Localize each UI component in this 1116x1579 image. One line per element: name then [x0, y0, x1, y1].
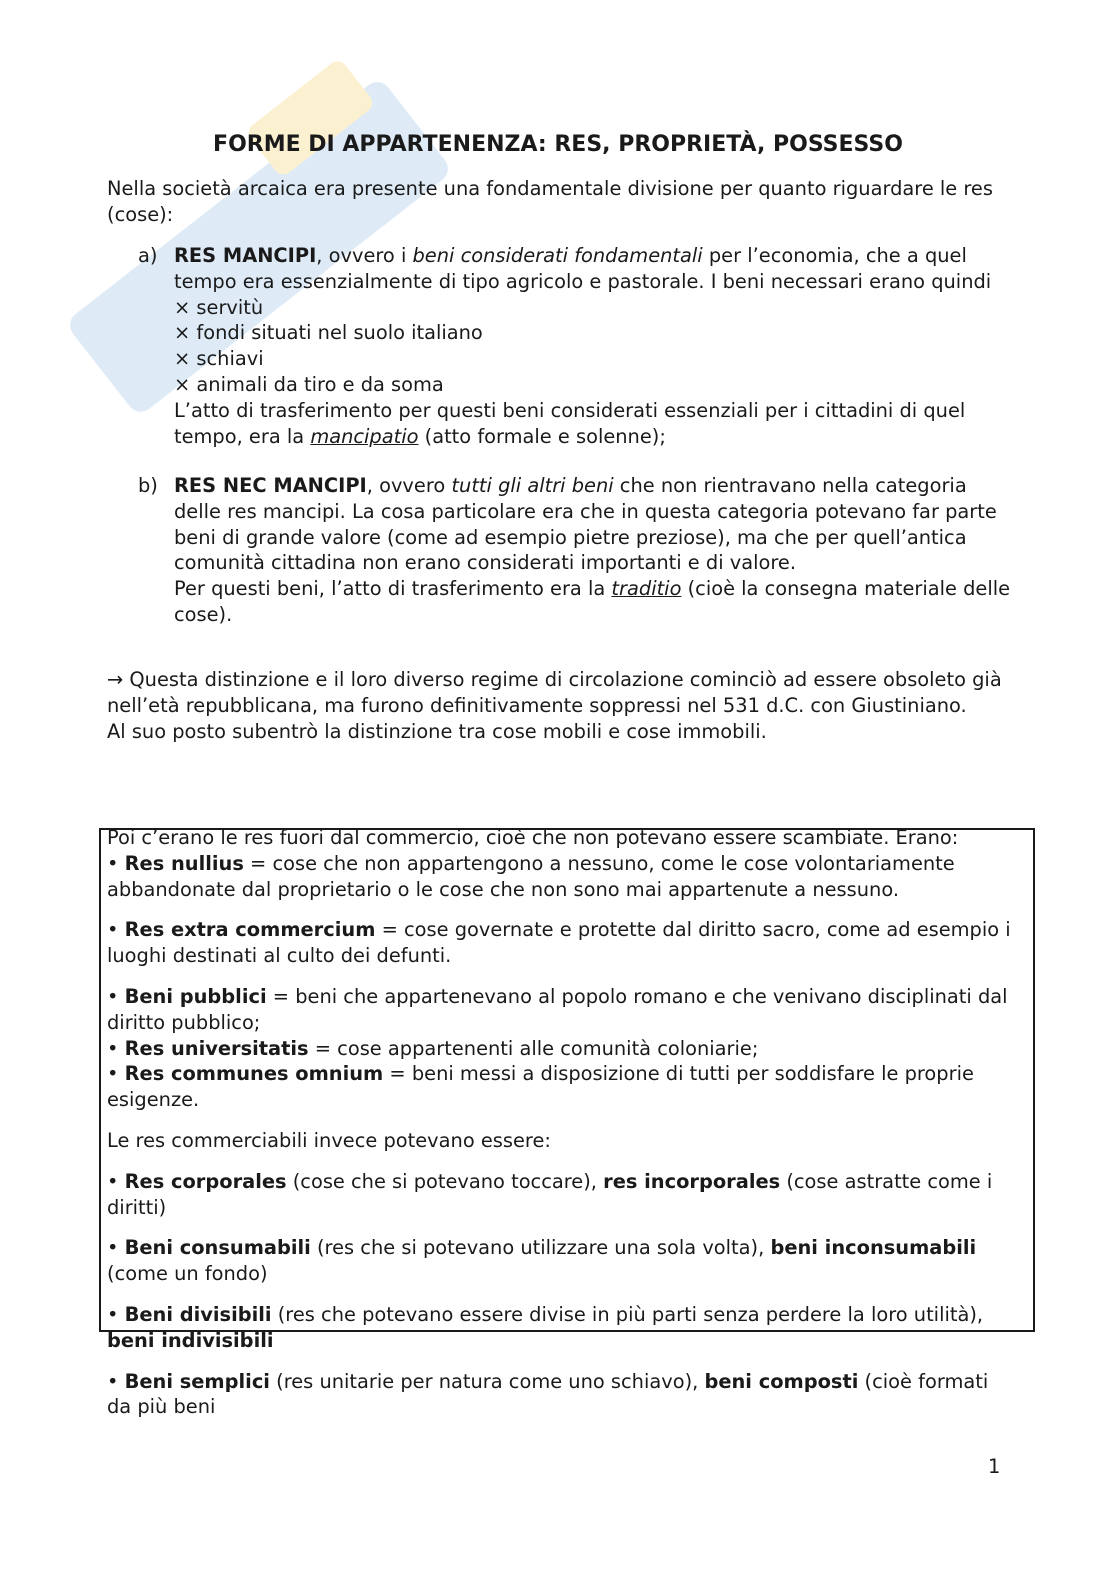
res-nec-mancipi-transfer: Per questi beni, l’atto di trasferimento era la traditio (cioè la consegna materiale delle cose). — [174, 577, 1011, 626]
list-item-res-mancipi — [138, 243, 1014, 449]
mancipatio-term: mancipatio — [310, 424, 419, 448]
box-item-res-universitatis: • Res universitatis = cose appartenenti alle comunità coloniarie; — [107, 1036, 759, 1060]
res-mancipi-item: × fondi situati nel suolo italiano — [174, 321, 483, 345]
res-nec-mancipi-term: RES NEC MANCIPI — [174, 474, 367, 497]
res-nec-mancipi-description: RES NEC MANCIPI, ovvero tutti gli altri beni che non rientravano nella categoria delle res mancipi. La cosa particolare era che in questa categoria potevano far parte beni di grande valore (come ad esempio pietre preziose), ma che per quell’antica comunità cittadina non erano considerati importanti e di valore. — [174, 474, 997, 575]
res-mancipi-term: RES MANCIPI — [174, 244, 317, 267]
box-intro: Poi c’erano le res fuori dal commercio, cioè che non potevano essere scambiate. Erano: — [107, 826, 959, 849]
traditio-term: traditio — [611, 577, 682, 601]
res-mancipi-item: × animali da tiro e da soma — [174, 372, 444, 396]
note-paragraph: → Questa distinzione e il loro diverso regime di circolazione cominciò ad essere obsoleto già nell’età repubblicana, ma furono definitivamente soppressi nel 531 d.C. con Giustiniano. — [107, 668, 1002, 717]
box-item-res-communes-omnium: • Res communes omnium = beni messi a disposizione di tutti per soddisfare le proprie esigenze. — [107, 1062, 974, 1112]
note-paragraph: Al suo posto subentrò la distinzione tra cose mobili e cose immobili. — [107, 719, 767, 743]
intro-paragraph: Nella società arcaica era presente una fondamentale divisione per quanto riguardare le res (cose): — [107, 177, 993, 226]
list-marker-b: b) — [138, 474, 158, 497]
pair-consumabili: • Beni consumabili (res che si potevano utilizzare una sola volta), beni inconsumabili (come un fondo) — [107, 1236, 977, 1286]
pair-semplici: • Beni semplici (res unitarie per natura come uno schiavo), beni composti (cioè formati da più beni — [107, 1369, 989, 1419]
res-mancipi-transfer: L’atto di trasferimento per questi beni considerati essenziali per i cittadini di quel tempo, era la mancipatio (atto formale e solenne); — [174, 398, 966, 448]
res-nec-mancipi-emphasis: tutti gli altri beni — [451, 474, 614, 497]
commerciable-intro: Le res commerciabili invece potevano essere: — [107, 1128, 551, 1152]
page-title: FORME DI APPARTENENZA: RES, PROPRIETÀ, POSSESSO — [213, 132, 903, 157]
pair-corporales: • Res corporales (cose che si potevano toccare), res incorporales (cose astratte come i diritti) — [107, 1169, 993, 1219]
res-mancipi-item: × schiavi — [174, 347, 264, 371]
watermark-accent — [245, 57, 377, 178]
box-item-res-nullius: • Res nullius = cose che non appartengono a nessuno, come le cose volontariamente abbandonate dal proprietario o le cose che non sono mai appartenute a nessuno. — [107, 851, 955, 901]
list-item-res-nec-mancipi — [138, 473, 1014, 628]
box-item-res-extra-commercium: • Res extra commercium = cose governate e protette dal diritto sacro, come ad esempio i luoghi destinati al culto dei defunti. — [107, 918, 1011, 968]
res-mancipi-emphasis: beni considerati fondamentali — [412, 244, 703, 267]
pair-divisibili: • Beni divisibili (res che potevano essere divise in più parti senza perdere la loro utilità), beni indivisibili — [107, 1302, 984, 1352]
list-marker-a: a) — [138, 244, 158, 267]
res-mancipi-item: × servitù — [174, 295, 264, 319]
page-number: 1 — [988, 1455, 1001, 1478]
res-mancipi-description: RES MANCIPI, ovvero i beni considerati fondamentali per l’economia, che a quel tempo era essenzialmente di tipo agricolo e pastorale. I beni necessari erano quindi — [174, 244, 992, 293]
historical-note — [107, 667, 1007, 744]
content-box — [107, 825, 1017, 1420]
box-item-beni-pubblici: • Beni pubblici = beni che appartenevano al popolo romano e che venivano disciplinati dal diritto pubblico; — [107, 984, 1008, 1034]
